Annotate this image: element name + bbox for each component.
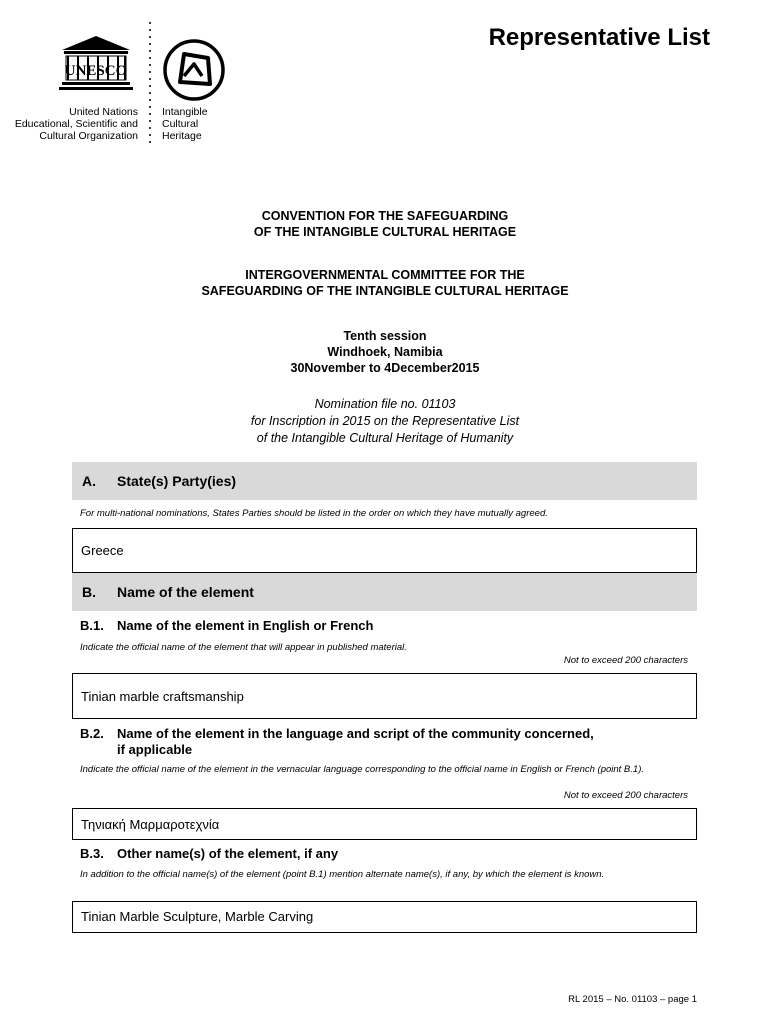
unesco-line-2: Educational, Scientific and xyxy=(14,118,138,130)
b2-note: Indicate the official name of the element in the vernacular language corresponding to the official name in English or French (point B.1). xyxy=(80,764,644,775)
ich-name xyxy=(162,106,208,142)
english-name-field[interactable] xyxy=(72,673,697,719)
ich-line-3: Heritage xyxy=(162,130,202,142)
state-party-value: Greece xyxy=(81,543,124,558)
b2-char-limit: Not to exceed 200 characters xyxy=(563,790,688,801)
nomination-line-1: Nomination file no. 01103 xyxy=(314,397,456,411)
session-info xyxy=(0,328,770,376)
section-b-header xyxy=(72,573,697,611)
convention-line-2: OF THE INTANGIBLE CULTURAL HERITAGE xyxy=(253,225,517,239)
session-line-1: Tenth session xyxy=(343,329,427,343)
b1-title: Name of the element in English or French xyxy=(117,618,374,633)
english-name-value: Tinian marble craftsmanship xyxy=(81,689,244,704)
b3-number: B.3. xyxy=(80,846,104,861)
section-a-title: State(s) Party(ies) xyxy=(117,473,237,489)
page-footer: RL 2015 – No. 01103 – page 1 xyxy=(568,994,697,1005)
section-a-letter: A. xyxy=(82,473,96,489)
b2-heading xyxy=(80,726,700,760)
state-party-field[interactable] xyxy=(72,528,697,573)
session-line-3: 30November to 4December2015 xyxy=(290,361,480,375)
ich-line-2: Cultural xyxy=(162,118,199,130)
b1-number: B.1. xyxy=(80,618,104,633)
b3-note: In addition to the official name(s) of the element (point B.1) mention alternate name(s), if any, by which the element is known. xyxy=(80,869,605,880)
nomination-info xyxy=(0,396,770,447)
b2-title-line-2: if applicable xyxy=(117,742,193,757)
unesco-line-3: Cultural Organization xyxy=(39,130,138,142)
ich-line-1: Intangible xyxy=(162,106,208,118)
convention-heading xyxy=(0,208,770,240)
unesco-name xyxy=(0,106,138,142)
vernacular-name-field[interactable] xyxy=(72,808,697,840)
nomination-line-2: for Inscription in 2015 on the Representative List xyxy=(250,414,520,428)
section-a-note: For multi-national nominations, States Parties should be listed in the order on which they have mutually agreed. xyxy=(80,508,548,519)
committee-heading xyxy=(0,267,770,299)
b1-note: Indicate the official name of the element that will appear in published material. xyxy=(80,642,407,653)
nomination-line-3: of the Intangible Cultural Heritage of Humanity xyxy=(256,431,514,445)
section-b-title: Name of the element xyxy=(117,584,254,600)
b2-number: B.2. xyxy=(80,726,104,741)
session-line-2: Windhoek, Namibia xyxy=(327,345,443,359)
vernacular-name-value: Τηνιακή Μαρμαροτεχνία xyxy=(81,817,220,832)
b2-title-line-1: Name of the element in the language and script of the community concerned, xyxy=(117,726,594,741)
convention-line-1: CONVENTION FOR THE SAFEGUARDING xyxy=(261,209,509,223)
ich-logo-icon xyxy=(160,36,230,102)
unesco-wordmark: UNESCO xyxy=(64,63,128,79)
other-names-value: Tinian Marble Sculpture, Marble Carving xyxy=(81,909,314,924)
other-names-field[interactable] xyxy=(72,901,697,933)
document-title: Representative List xyxy=(488,24,710,51)
section-b-letter: B. xyxy=(82,584,96,600)
committee-line-2: SAFEGUARDING OF THE INTANGIBLE CULTURAL HERITAGE xyxy=(201,284,569,298)
section-a-header xyxy=(72,462,697,500)
b3-title: Other name(s) of the element, if any xyxy=(117,846,339,861)
unesco-line-1: United Nations xyxy=(69,106,138,118)
b1-char-limit: Not to exceed 200 characters xyxy=(563,655,688,666)
committee-line-1: INTERGOVERNMENTAL COMMITTEE FOR THE xyxy=(245,268,525,282)
unesco-temple-logo xyxy=(58,34,134,96)
logo-divider xyxy=(148,22,152,150)
